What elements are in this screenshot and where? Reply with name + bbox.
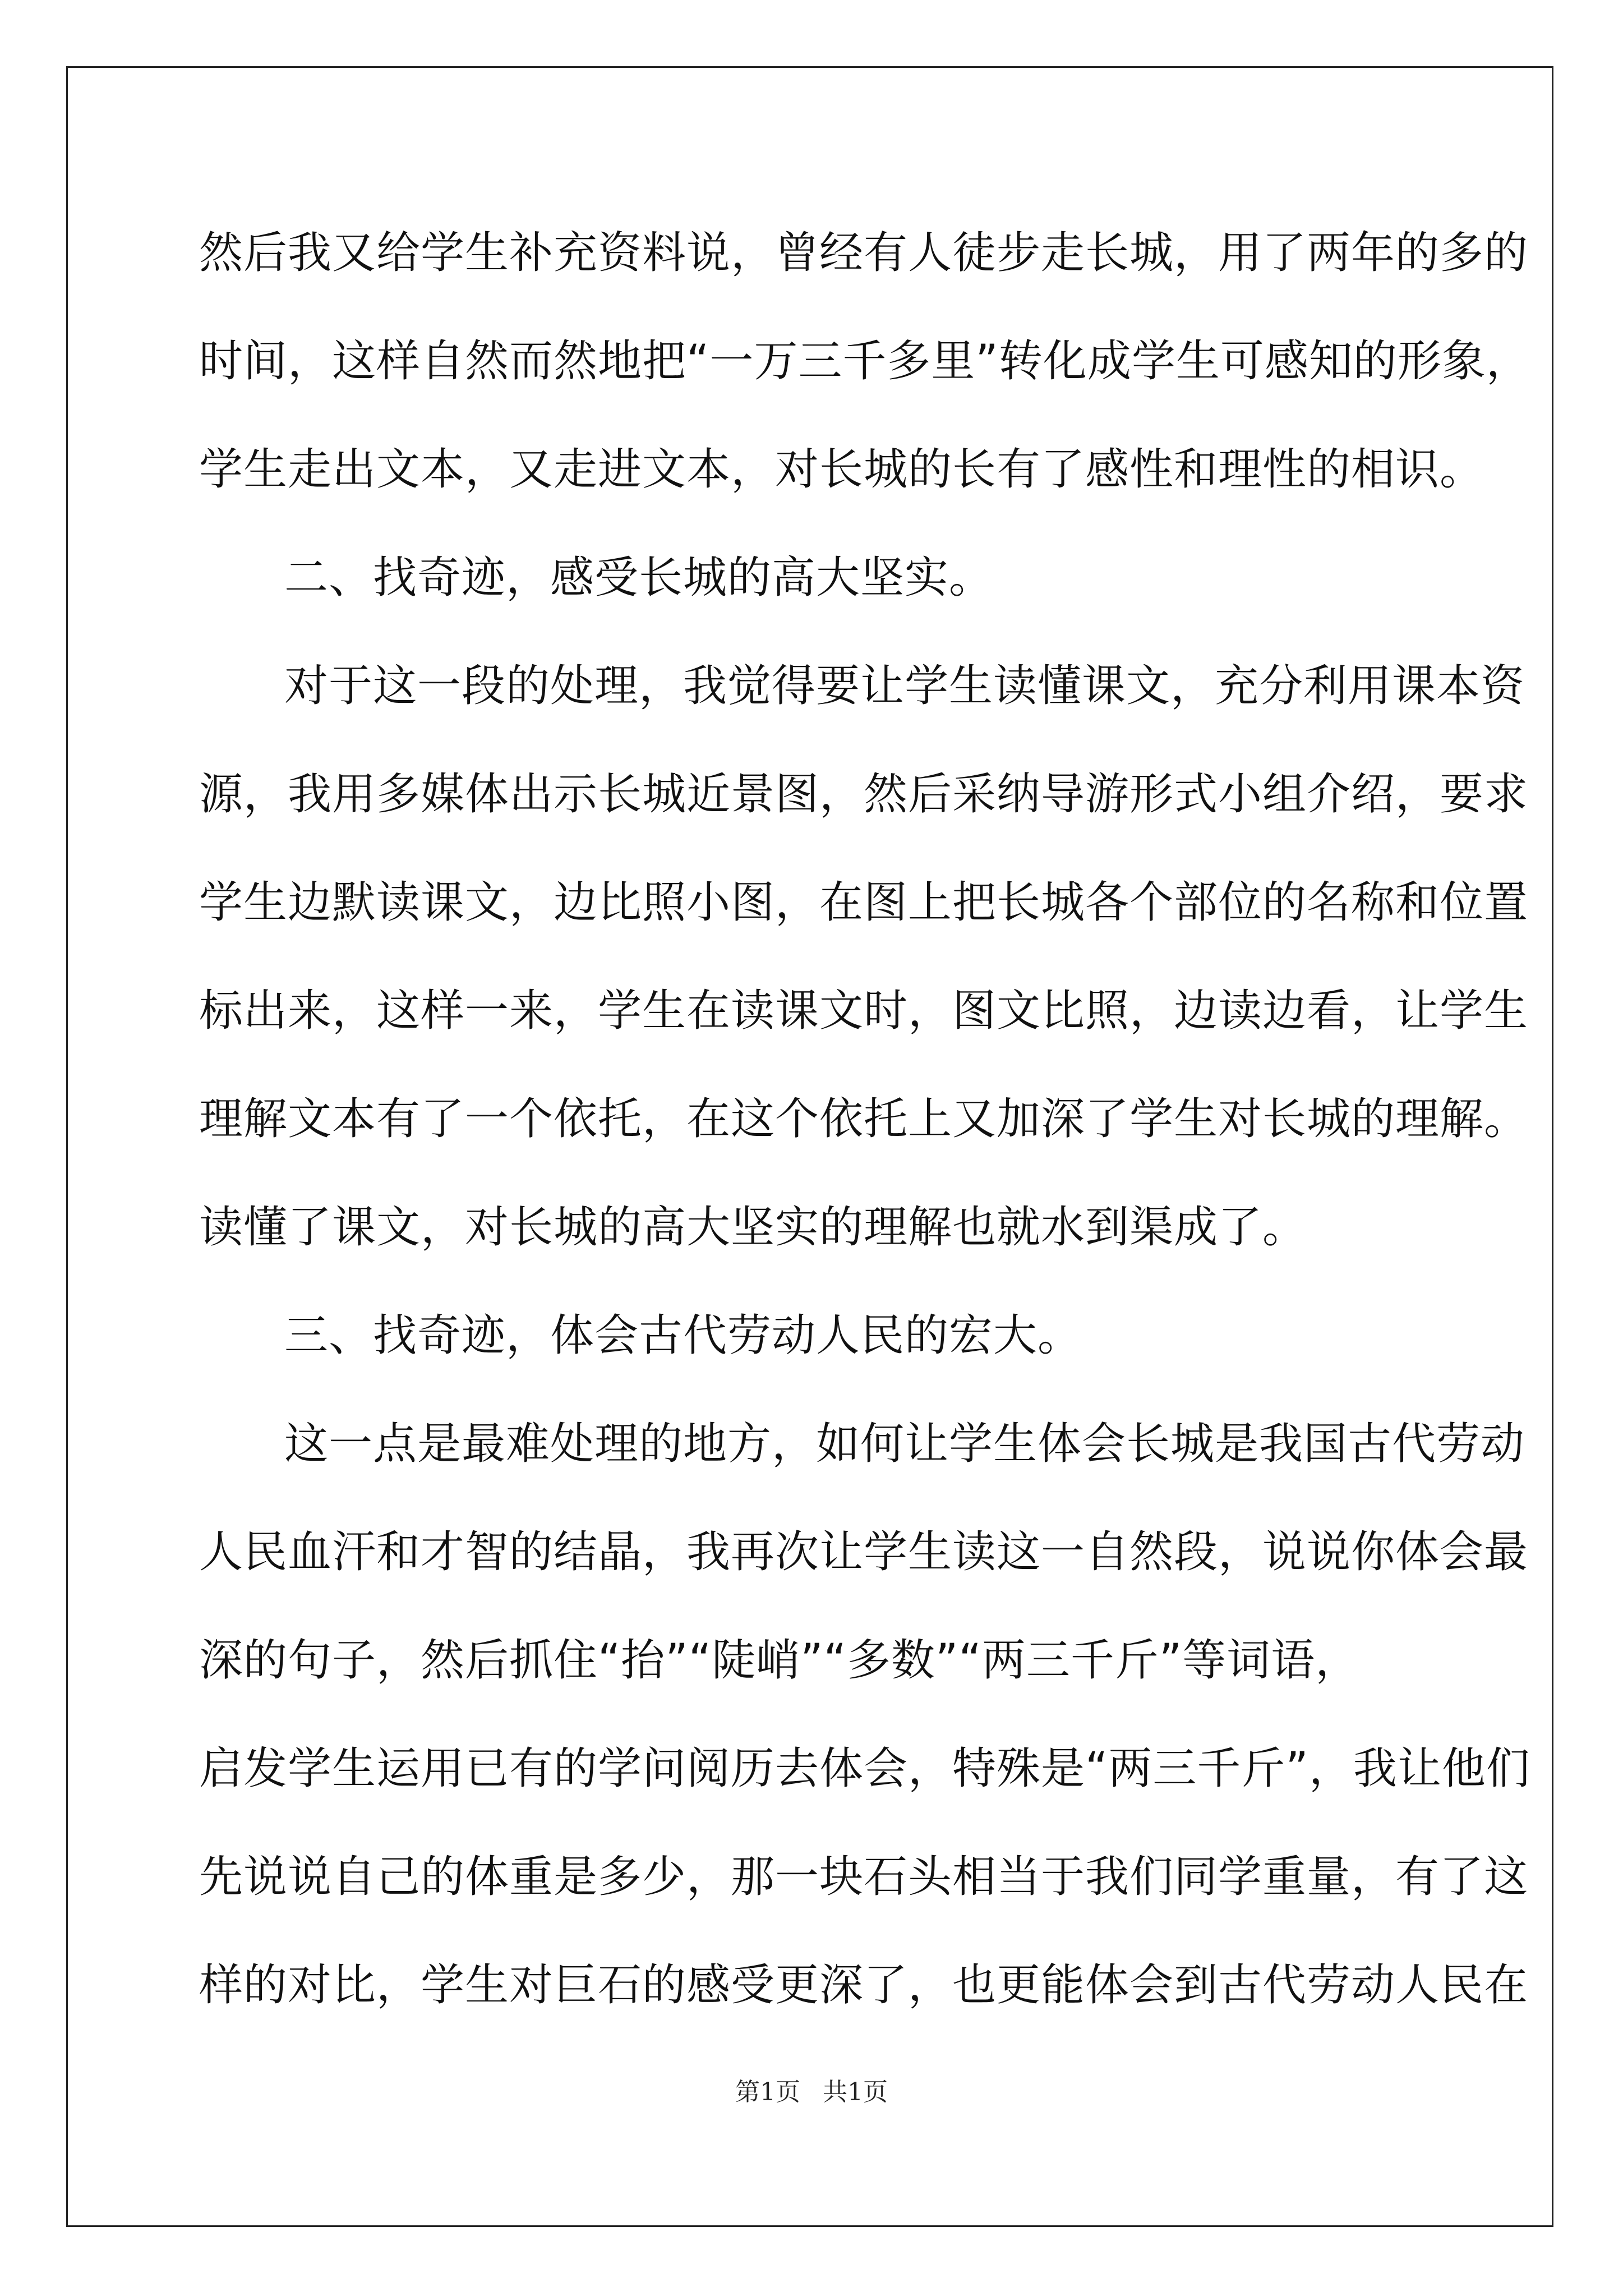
page-footer xyxy=(0,2076,1623,2109)
text-line: 标出来，这样一来，学生在读课文时，图文比照，边读边看，让学生 xyxy=(199,986,1529,1036)
document-body xyxy=(199,199,1530,2040)
text-line: 样的对比，学生对巨石的感受更深了，也更能体会到古代劳动人民在 xyxy=(199,1960,1529,2010)
text-line: 对于这一段的处理，我觉得要让学生读懂课文，充分利用课本资 xyxy=(284,661,1525,711)
section-heading: 二、找奇迹，感受长城的高大坚实。 xyxy=(284,553,994,603)
text-line: 这一点是最难处理的地方，如何让学生体会长城是我国古代劳动 xyxy=(284,1419,1525,1469)
text-line: 源，我用多媒体出示长城近景图，然后采纳导游形式小组介绍，要求 xyxy=(199,769,1529,820)
section-heading: 三、找奇迹，体会古代劳动人民的宏大。 xyxy=(284,1310,1082,1361)
text-line: 理解文本有了一个依托，在这个依托上又加深了学生对长城的理解。 xyxy=(199,1094,1529,1144)
text-line: 深的句子，然后抓住“抬”“陡峭”“多数”“两三千斤”等词语， xyxy=(199,1635,1360,1686)
text-line: 先说说自己的体重是多少，那一块石头相当于我们同学重量，有了这 xyxy=(199,1852,1529,1902)
page-total: 共1页 xyxy=(823,2078,888,2106)
text-line: 人民血汗和才智的结晶，我再次让学生读这一自然段，说说你体会最 xyxy=(199,1527,1529,1577)
text-line: 学生边默读课文，边比照小图，在图上把长城各个部位的名称和位置 xyxy=(199,877,1529,928)
text-line: 时间，这样自然而然地把“一万三千多里”转化成学生可感知的形象， xyxy=(199,336,1530,386)
text-line: 启发学生运用已有的学问阅历去体会，特殊是“两三千斤”，我让他们 xyxy=(199,1743,1530,1794)
text-line: 学生走出文本，又走进文本，对长城的长有了感性和理性的相识。 xyxy=(199,444,1484,495)
text-line: 读懂了课文，对长城的高大坚实的理解也就水到渠成了。 xyxy=(199,1202,1307,1253)
page-number: 第1页 xyxy=(735,2078,800,2106)
text-line: 然后我又给学生补充资料说，曾经有人徒步走长城，用了两年的多的 xyxy=(199,228,1529,278)
